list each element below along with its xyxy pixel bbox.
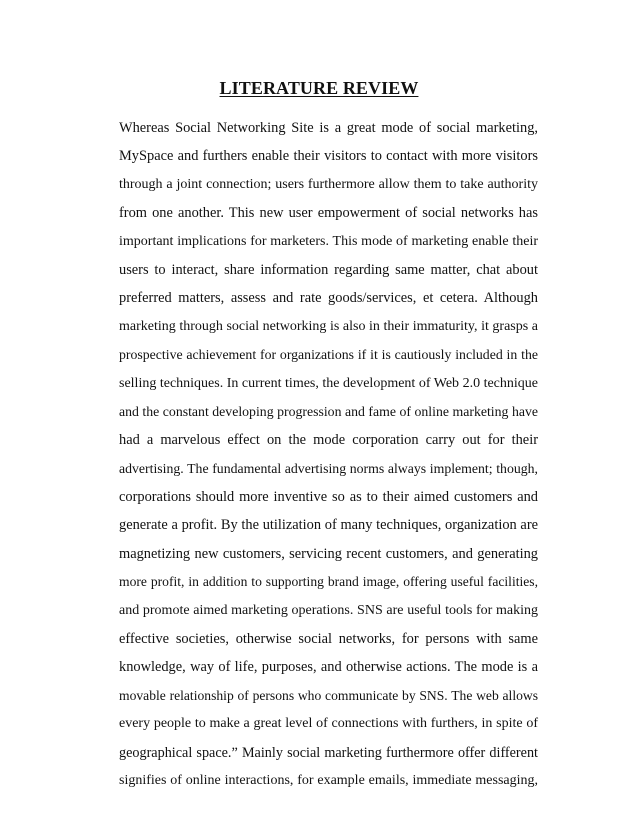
- paragraph-line: preferred matters, assess and rate goods/services, et cetera. Although: [119, 290, 538, 307]
- page-title: LITERATURE REVIEW: [219, 78, 419, 98]
- paragraph-line: geographical space.” Mainly social marketing furthermore offer different: [119, 744, 538, 761]
- paragraph-line: marketing through social networking is also in their immaturity, it grasps a: [119, 318, 538, 334]
- paragraph-line: signifies of online interactions, for example emails, immediate messaging,: [119, 772, 538, 788]
- paragraph-line: knowledge, way of life, purposes, and otherwise actions. The mode is a: [119, 659, 538, 676]
- paragraph-line: through a joint connection; users furthermore allow them to take authority: [119, 176, 538, 192]
- paragraph-line: prospective achievement for organizations if it is cautiously included in the: [119, 347, 538, 363]
- paragraph-line: and promote aimed marketing operations. SNS are useful tools for making: [119, 602, 538, 618]
- paragraph-line: from one another. This new user empowerment of social networks has: [119, 205, 538, 222]
- paragraph-line: Whereas Social Networking Site is a great mode of social marketing,: [119, 120, 538, 136]
- paragraph-line: corporations should more inventive so as to their aimed customers and: [119, 489, 538, 506]
- paragraph-line: important implications for marketers. This mode of marketing enable their: [119, 233, 538, 249]
- paragraph-line: effective societies, otherwise social networks, for persons with same: [119, 631, 538, 648]
- paragraph-line: and the constant developing progression and fame of online marketing have: [119, 403, 538, 419]
- paragraph-line: had a marvelous effect on the mode corporation carry out for their: [119, 432, 538, 449]
- paragraph-line: selling techniques. In current times, the development of Web 2.0 technique: [119, 375, 538, 391]
- paragraph-line: movable relationship of persons who communicate by SNS. The web allows: [119, 687, 538, 703]
- paragraph-line: magnetizing new customers, servicing recent customers, and generating: [119, 545, 538, 562]
- paragraph-line: advertising. The fundamental advertising norms always implement; though,: [119, 460, 538, 476]
- paragraph-line: every people to make a great level of connections with furthers, in spite of: [119, 716, 538, 732]
- paragraph-line: generate a profit. By the utilization of many techniques, organization are: [119, 517, 538, 534]
- paragraph-line: MySpace and furthers enable their visitors to contact with more visitors: [119, 148, 538, 165]
- paragraph-line: users to interact, share information regarding same matter, chat about: [119, 261, 538, 278]
- paragraph-line: more profit, in addition to supporting brand image, offering useful facilities,: [119, 574, 538, 590]
- body-paragraph: [119, 120, 538, 801]
